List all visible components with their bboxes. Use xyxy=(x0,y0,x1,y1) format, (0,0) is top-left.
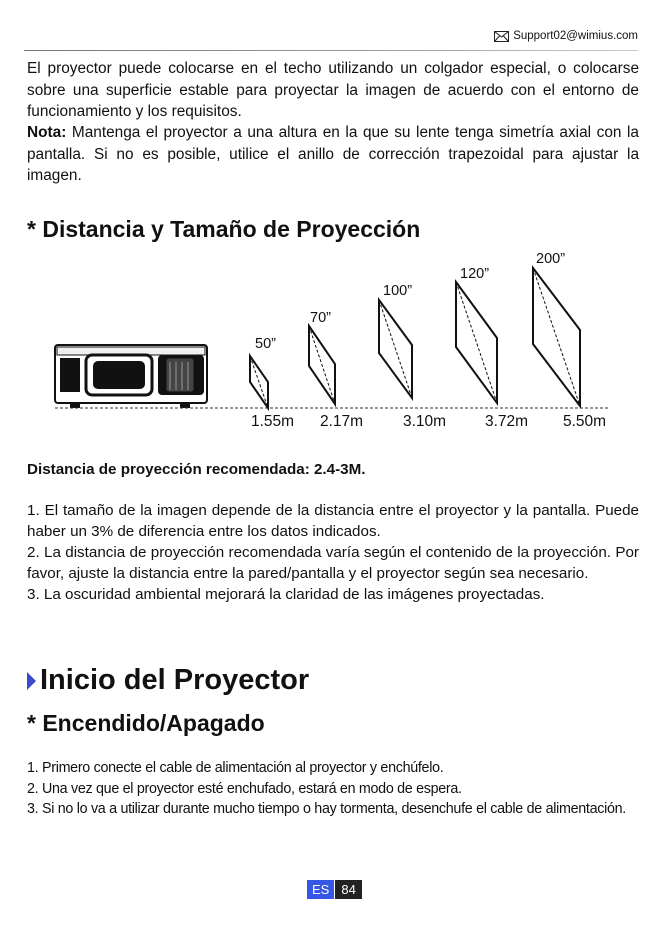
projector-illustration xyxy=(55,345,207,408)
section-subtitle-power: * Encendido/Apagado xyxy=(27,710,265,736)
section-title-distance: * Distancia y Tamaño de Proyección xyxy=(27,216,421,242)
section-title-start-text: Inicio del Proyector xyxy=(40,664,310,696)
list-item: 1. Primero conecte el cable de alimentación al proyector y enchúfelo. xyxy=(27,760,444,776)
language-badge: ES xyxy=(307,880,334,899)
projection-diagram xyxy=(0,240,662,440)
distance-50: 1.55m xyxy=(251,413,295,430)
note-paragraph xyxy=(27,122,639,187)
screen-50 xyxy=(250,356,268,408)
note-text: Mantenga el proyector a una altura en la que su lente tenga simetría axial con la pantalla. Si no es posible, utilice el anillo de corrección trapezoidal para ajustar la imagen. xyxy=(27,124,639,184)
email-text: Support02@wimius.com xyxy=(513,30,638,42)
screen-200 xyxy=(533,268,580,406)
screen-size-100: 100” xyxy=(383,283,413,299)
list-item: 1. El tamaño de la imagen depende de la distancia entre el proyector y la pantalla. Puede haber un 3% de diferencia entre los datos indicados. xyxy=(27,502,639,540)
list-item: 2. Una vez que el proyector esté enchufado, estará en modo de espera. xyxy=(27,780,462,797)
list-item: 3. Si no lo va a utilizar durante mucho tiempo o hay tormenta, desenchufe el cable de alimentación. xyxy=(27,801,626,817)
screen-size-120: 120” xyxy=(460,266,490,282)
screen-size-50: 50” xyxy=(255,336,276,352)
distance-70: 2.17m xyxy=(320,413,364,430)
envelope-icon xyxy=(494,31,509,42)
recommended-distance: Distancia de proyección recomendada: 2.4-3M. xyxy=(27,461,366,478)
intro-paragraph: El proyector puede colocarse en el techo utilizando un colgador especial, o colocarse sobre una superficie estable para proyectar la imagen de acuerdo con el entorno de funcionamiento y los requisitos. xyxy=(27,60,639,120)
list-item: 3. La oscuridad ambiental mejorará la claridad de las imágenes proyectadas. xyxy=(27,586,545,603)
distance-200: 5.50m xyxy=(563,413,607,430)
support-email xyxy=(494,30,638,42)
distance-100: 3.10m xyxy=(403,413,447,430)
list-item: 2. La distancia de proyección recomendada varía según el contenido de la proyección. Por favor, ajuste la distancia entre la pared/pantalla y el proyector según sea necesario. xyxy=(27,544,639,582)
page-footer xyxy=(307,880,362,899)
screen-100 xyxy=(379,300,412,398)
power-steps xyxy=(27,758,639,820)
note-label: Nota: xyxy=(27,124,67,141)
screen-120 xyxy=(456,282,497,403)
distance-notes xyxy=(27,500,639,605)
screen-size-70: 70” xyxy=(310,310,331,326)
section-title-start xyxy=(27,664,309,697)
triangle-bullet-icon xyxy=(27,672,36,690)
screen-size-200: 200” xyxy=(536,251,566,267)
header-divider xyxy=(24,50,638,51)
distance-120: 3.72m xyxy=(485,413,529,430)
screen-70 xyxy=(309,326,335,404)
page-number: 84 xyxy=(335,880,361,899)
